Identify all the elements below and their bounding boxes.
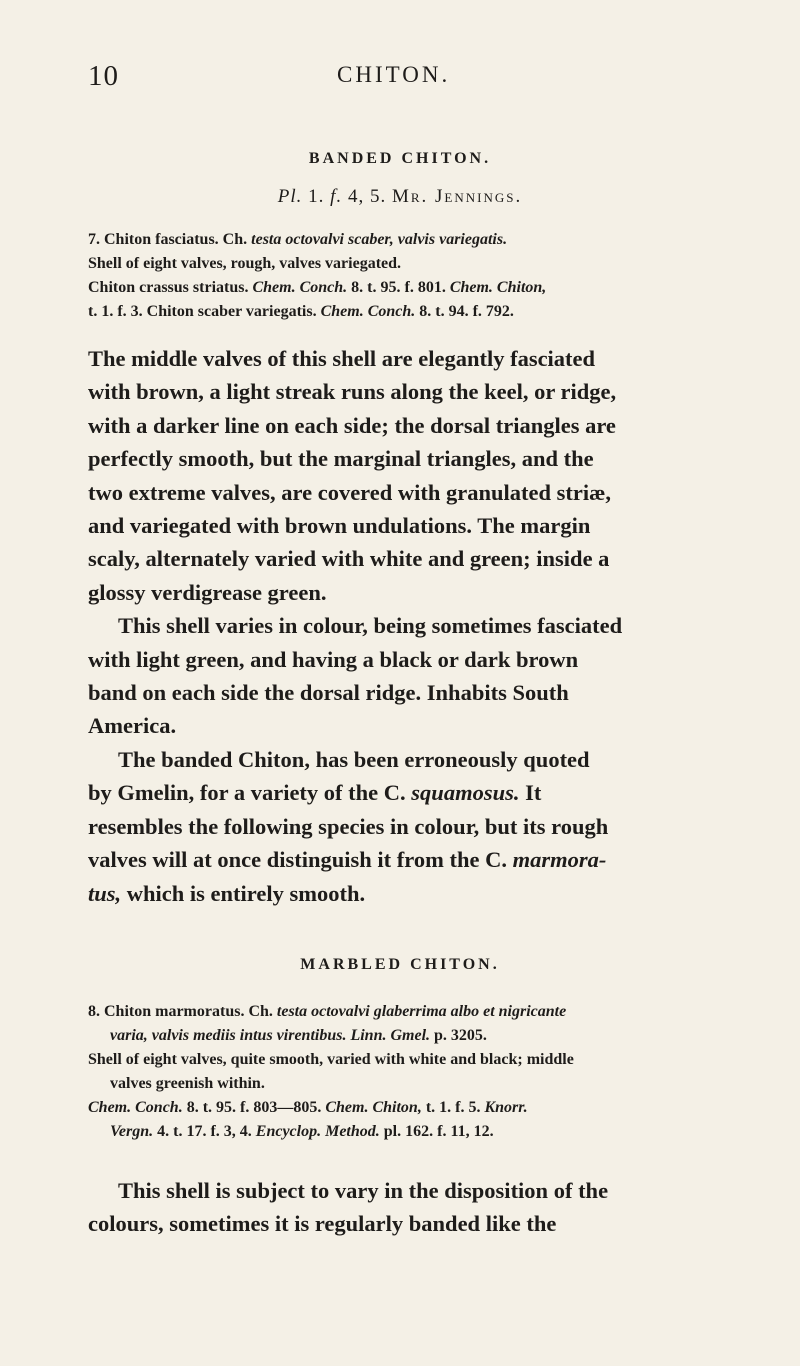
body-line: colours, sometimes it is regularly banded like the [88, 1211, 557, 1237]
body-line: glossy verdigrease green. [88, 579, 327, 605]
body-line: tus, which is entirely smooth. [88, 880, 366, 906]
synonymy-line: Vergn. 4. t. 17. f. 3, 4. Encyclop. Method. pl. 162. f. 11, 12. [110, 1123, 494, 1140]
synonymy-line: 7. Chiton fasciatus. Ch. testa octovalvi scaber, valvis variegatis. [88, 231, 508, 248]
plate-abbrev: Pl. [277, 186, 303, 207]
figure-numbers: 4, 5. [347, 186, 387, 207]
plate-number: 1. [308, 186, 325, 207]
body-line: with brown, a light streak runs along the keel, or ridge, [88, 379, 617, 405]
page-number: 10 [88, 60, 119, 92]
body-line: with a darker line on each side; the dorsal triangles are [88, 412, 616, 438]
body-line: perfectly smooth, but the marginal triangles, and the [88, 446, 594, 472]
running-title: CHITON. [337, 62, 451, 87]
synonymy-line: 8. Chiton marmoratus. Ch. testa octovalvi glaberrima albo et nigricante [88, 1003, 567, 1020]
body-line: This shell varies in colour, being sometimes fasciated [118, 613, 623, 639]
synonymy-line: Chiton crassus striatus. Chem. Conch. 8. t. 95. f. 801. Chem. Chiton, [88, 279, 547, 296]
body-line: America. [88, 713, 177, 739]
body-text-banded-chiton [88, 342, 728, 910]
body-line: and variegated with brown undulations. The margin [88, 513, 591, 539]
body-line: scaly, alternately varied with white and green; inside a [88, 546, 610, 572]
synonymy-block-2 [88, 1000, 728, 1144]
body-line: valves will at once distinguish it from the C. marmora- [88, 847, 607, 873]
body-line: resembles the following species in colour, but its rough [88, 813, 609, 839]
synonymy-block-1 [88, 228, 728, 324]
synonymy-line: Shell of eight valves, quite smooth, varied with white and black; middle [88, 1051, 574, 1068]
body-line: The middle valves of this shell are elegantly fasciated [88, 346, 596, 371]
synonymy-line: valves greenish within. [110, 1075, 265, 1092]
synonymy-line: t. 1. f. 3. Chiton scaber variegatis. Chem. Conch. 8. t. 94. f. 792. [88, 303, 514, 320]
page-header [0, 60, 800, 100]
plate-author: Mr. Jennings. [391, 186, 523, 207]
synonymy-line: varia, valvis mediis intus virentibus. Linn. Gmel. p. 3205. [110, 1027, 487, 1044]
body-line: with light green, and having a black or dark brown [88, 646, 579, 672]
body-line: band on each side the dorsal ridge. Inhabits South [88, 680, 569, 706]
plate-reference [0, 186, 800, 208]
body-text-marbled-chiton [88, 1174, 728, 1241]
section-title-banded-chiton: BANDED CHITON. [308, 150, 492, 167]
synonymy-line: Shell of eight valves, rough, valves variegated. [88, 255, 402, 272]
body-line: This shell is subject to vary in the disposition of the [118, 1178, 609, 1203]
section-title-marbled-chiton: MARBLED CHITON. [300, 956, 500, 973]
figure-abbrev: f. [330, 186, 343, 207]
body-line: by Gmelin, for a variety of the C. squamosus. It [88, 780, 542, 806]
body-line: The banded Chiton, has been erroneously quoted [118, 746, 590, 772]
body-line: two extreme valves, are covered with granulated striæ, [88, 479, 612, 505]
synonymy-line: Chem. Conch. 8. t. 95. f. 803—805. Chem. Chiton, t. 1. f. 5. Knorr. [88, 1099, 528, 1116]
